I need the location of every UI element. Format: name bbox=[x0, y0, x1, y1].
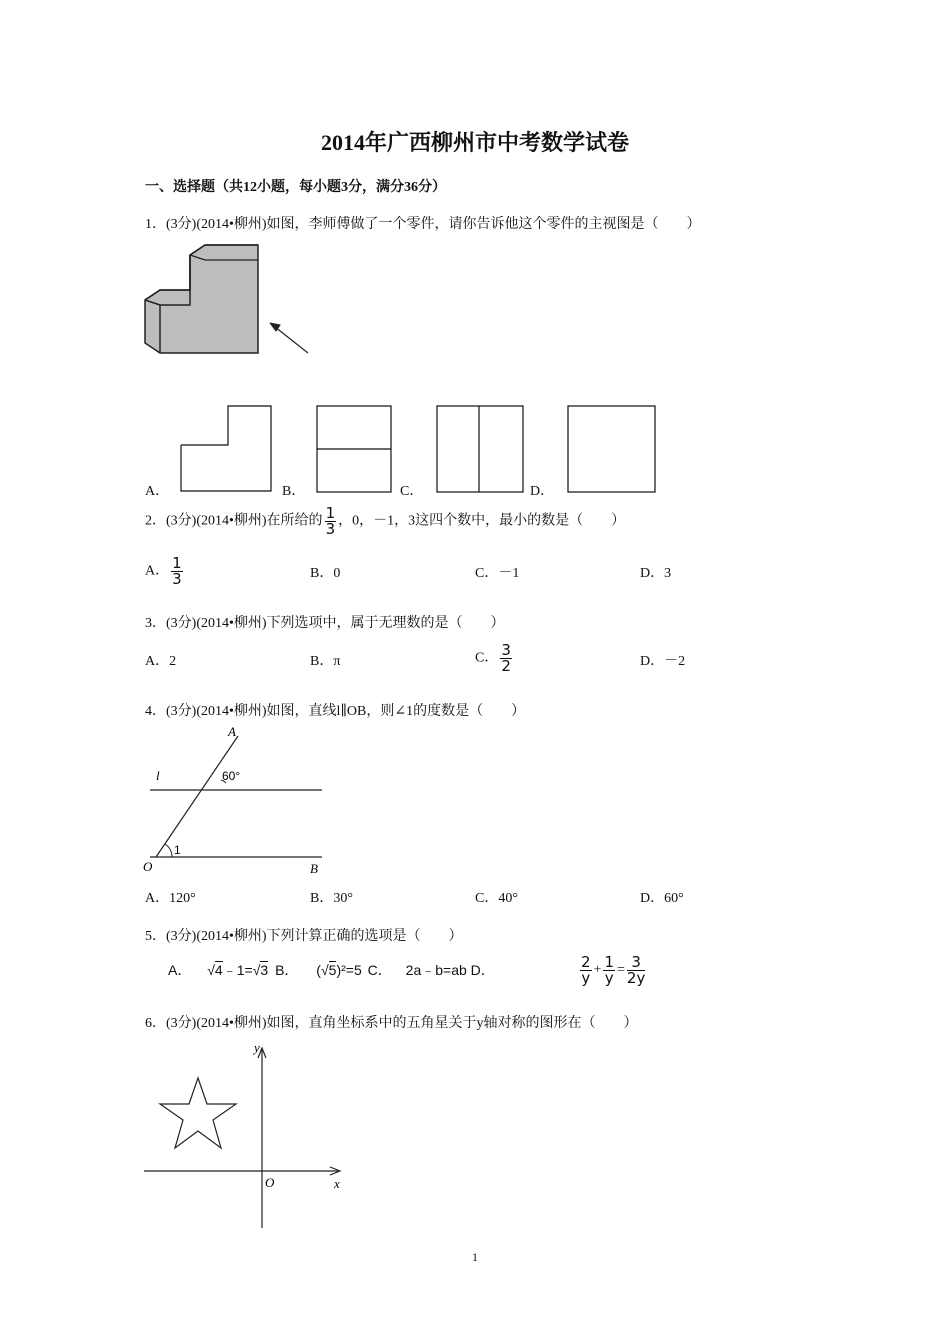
q2-option-d: D．3 bbox=[640, 566, 672, 581]
q3-option-c-frac bbox=[500, 643, 512, 674]
q5-sqrt-icon-2: √ bbox=[252, 962, 261, 978]
q2-option-a-frac bbox=[171, 556, 183, 587]
q5-d-f1-den: y bbox=[581, 969, 591, 987]
q5-c-expr: 2a﹣b=ab bbox=[405, 962, 467, 978]
q6-label-x: x bbox=[334, 1176, 340, 1191]
q5-b-rest: ²=5 bbox=[341, 962, 362, 978]
q2-fraction bbox=[325, 506, 337, 537]
q2-frac-num: 1 bbox=[325, 504, 336, 522]
q3-option-c bbox=[475, 643, 514, 674]
q1-option-b: B． bbox=[282, 484, 306, 499]
q6-label-y: y bbox=[254, 1040, 260, 1055]
q5-sqrt-icon: √ bbox=[207, 962, 215, 978]
q1-option-c-figure bbox=[436, 405, 524, 495]
q5-d-f3-num: 3 bbox=[627, 955, 645, 971]
q4-label-l: l bbox=[156, 768, 160, 783]
q5-d-frac-1 bbox=[580, 955, 592, 986]
q3-option-a: A．2 bbox=[145, 654, 177, 669]
question-5-text: 5．(3分)(2014•柳州)下列计算正确的选项是（ ） bbox=[145, 929, 463, 944]
q4-option-d: D．60° bbox=[640, 891, 684, 906]
question-1-text: 1．(3分)(2014•柳州)如图，李师傅做了一个零件，请你告诉他这个零件的主视图是（ ） bbox=[145, 217, 701, 232]
q2-text-post: ，0，－1，3这四个数中，最小的数是（ ） bbox=[338, 513, 626, 529]
q5-option-d-expr bbox=[578, 955, 647, 986]
q6-figure bbox=[140, 1040, 350, 1235]
q4-label-angle: 60° bbox=[222, 769, 241, 783]
q1-option-c: C． bbox=[400, 484, 424, 499]
q2-opta-num: 1 bbox=[172, 554, 182, 572]
q2-text-pre: 2．(3分)(2014•柳州)在所给的 bbox=[145, 513, 323, 529]
q4-label-1: 1 bbox=[174, 843, 181, 857]
star-shape bbox=[160, 1078, 236, 1148]
q5-a-radicand-1: 4 bbox=[214, 962, 223, 978]
q5-d-plus: + bbox=[593, 962, 602, 978]
q1-option-d: D． bbox=[530, 484, 555, 499]
q5-option-b-label: B． bbox=[275, 962, 299, 978]
page-title: 2014年广西柳州市中考数学试卷 bbox=[320, 130, 629, 155]
q3-option-d: D．－2 bbox=[640, 654, 686, 669]
section-heading: 一、选择题（共12小题，每小题3分，满分36分） bbox=[145, 180, 446, 195]
q1-option-a: A． bbox=[145, 484, 170, 499]
q4-label-b: B bbox=[310, 861, 318, 876]
q5-d-frac-3 bbox=[627, 955, 645, 986]
q5-option-c-label: C． bbox=[367, 962, 392, 978]
question-2-text bbox=[145, 506, 625, 537]
question-3-text: 3．(3分)(2014•柳州)下列选项中，属于无理数的是（ ） bbox=[145, 616, 505, 631]
q5-option-d-label: D． bbox=[470, 962, 495, 978]
q2-option-a bbox=[145, 556, 185, 587]
q5-b-close: ) bbox=[336, 962, 342, 978]
q1-part-figure bbox=[140, 245, 320, 360]
q5-d-frac-2 bbox=[603, 955, 615, 986]
q5-a-mid: ﹣1= bbox=[222, 962, 253, 978]
q3-optc-den: 2 bbox=[501, 657, 511, 675]
q4-option-b: B．30° bbox=[310, 891, 353, 906]
q5-d-f1-num: 2 bbox=[581, 953, 591, 971]
q1-option-b-figure bbox=[316, 405, 392, 495]
q5-b-radicand: 5 bbox=[328, 962, 337, 978]
question-4-text: 4．(3分)(2014•柳州)如图，直线l∥OB，则∠1的度数是（ ） bbox=[145, 704, 526, 719]
q2-frac-den: 3 bbox=[325, 520, 336, 538]
q5-option-a-label: A． bbox=[168, 962, 192, 978]
q3-option-b: B．π bbox=[310, 654, 341, 669]
q2-option-b: B．0 bbox=[310, 566, 341, 581]
q2-opta-den: 3 bbox=[172, 570, 182, 588]
question-6-text: 6．(3分)(2014•柳州)如图，直角坐标系中的五角星关于y轴对称的图形在（ ） bbox=[145, 1016, 638, 1031]
q4-label-a: A bbox=[228, 724, 236, 739]
q6-label-o: O bbox=[265, 1175, 275, 1190]
q4-figure bbox=[140, 722, 330, 877]
q5-b-open: ( bbox=[316, 962, 321, 978]
q4-option-a: A．120° bbox=[145, 891, 196, 906]
q1-option-d-figure bbox=[567, 405, 657, 495]
q2-option-c: C．－1 bbox=[475, 566, 520, 581]
q5-d-f2-den: y bbox=[604, 969, 614, 987]
page-number: 1 bbox=[472, 1250, 478, 1264]
q5-sqrt-icon-3: √ bbox=[320, 962, 329, 978]
q4-label-o: O bbox=[143, 859, 153, 874]
q1-option-a-figure bbox=[180, 405, 275, 495]
q3-option-c-label: C． bbox=[475, 650, 499, 666]
q5-a-radicand-2: 3 bbox=[260, 962, 269, 978]
q2-option-a-label: A． bbox=[145, 563, 170, 579]
q5-d-f3-den: 2y bbox=[626, 969, 646, 987]
q3-optc-num: 3 bbox=[501, 641, 511, 659]
q4-option-c: C．40° bbox=[475, 891, 518, 906]
q5-options-row bbox=[168, 960, 495, 980]
q5-d-f2-num: 1 bbox=[604, 953, 614, 971]
q5-d-eq: = bbox=[617, 962, 625, 978]
